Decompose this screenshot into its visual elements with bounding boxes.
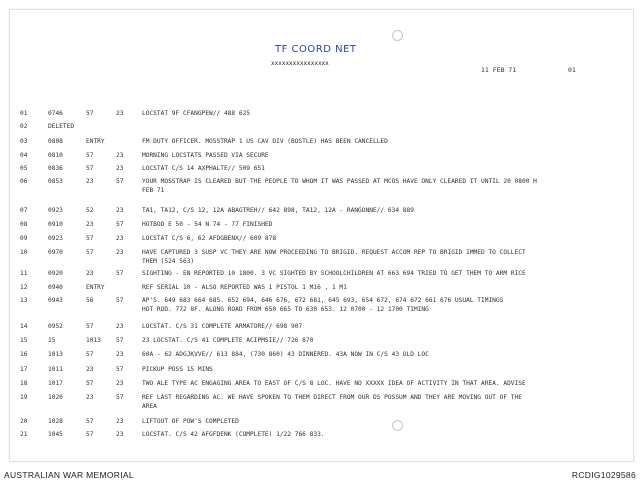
to-cell: 57 [116, 366, 124, 373]
message-line: 23 LOCSTAT. C/S 41 COMPLETE ACIPMSIE// 726 870 [142, 337, 314, 344]
message-text [142, 138, 388, 147]
to-cell: 23 [116, 380, 124, 387]
serial-number: 07 [20, 207, 28, 214]
time-cell: 0923 [48, 235, 63, 242]
from-cell: ENTRY [86, 284, 105, 291]
serial-number: 15 [20, 337, 28, 344]
from-cell: 57 [86, 235, 94, 242]
message-text [142, 284, 347, 293]
from-cell: 57 [86, 351, 94, 358]
serial-number: 11 [20, 270, 28, 277]
serial-number: 03 [20, 138, 28, 145]
redacted-classification: xxxxxxxxxxxxxxxx [271, 60, 329, 67]
serial-number: 13 [20, 297, 28, 304]
punch-hole-top [392, 30, 403, 41]
message-text [142, 178, 537, 196]
message-text [142, 207, 414, 216]
message-line: LOCSTAT C/S 14 AXPHALTE// 509 651 [142, 165, 265, 172]
punch-hole-bottom [392, 420, 403, 431]
message-text [142, 235, 276, 244]
serial-number: 02 [20, 123, 28, 130]
serial-number: 20 [20, 418, 28, 425]
time-cell: 1011 [48, 366, 63, 373]
message-text [142, 165, 265, 174]
time-cell: 0940 [48, 284, 63, 291]
message-line: TA1, TA12, C/S 12, 12A ABAGTREH// 642 898, TA12, 12A - RANGONNE// 634 889 [142, 207, 414, 214]
serial-number: 21 [20, 431, 28, 438]
to-cell: 23 [116, 249, 124, 256]
serial-number: 06 [20, 178, 28, 185]
serial-number: 17 [20, 366, 28, 373]
from-cell: 23 [86, 366, 94, 373]
serial-number: 01 [20, 110, 28, 117]
time-cell: 1013 [48, 351, 63, 358]
to-cell: 57 [116, 394, 124, 401]
message-line: AP'S. 649 683 664 685. 652 694, 646 676, 672 681, 645 693, 654 672, 674 672 661 676 USUAL TIMINGS [142, 297, 504, 304]
time-cell: 0920 [48, 270, 63, 277]
message-line: HOT ROD. 772 8F. ALONG ROAD FROM 650 665 TO 630 653. 12 0700 - 12 1700 TIMING [142, 305, 429, 313]
page-number: 01 [568, 66, 576, 74]
message-text [142, 418, 239, 427]
message-line: MORNING LOCSTATS PASSED VIA SECURE [142, 152, 269, 159]
message-text [142, 431, 325, 440]
to-cell: 23 [116, 235, 124, 242]
message-text [142, 323, 302, 332]
message-line: HOTBOD E 50 - 54 N 74 - 77 FINISHED [142, 221, 273, 228]
handwritten-annotation: TF COORD NET [275, 44, 357, 55]
message-line: LOCSTAT C/S 6, 62 AFDGBENX// 609 878 [142, 235, 277, 242]
message-line: FM DUTY OFFICER. MOSSTRAP 1 US CAV DIV (BOSTLE) HAS BEEN CANCELLED [142, 138, 388, 145]
message-line: PICKUP POSS 15 MINS [142, 366, 213, 373]
from-cell: 57 [86, 152, 94, 159]
to-cell: 23 [116, 207, 124, 214]
from-cell: 23 [86, 270, 94, 277]
message-line: REF LAST REGARDING AC. WE HAVE SPOKEN TO THEM DIRECT FROM OUR DS POSSUM AND THEY ARE MOVING OUT OF THE [142, 394, 522, 401]
to-cell: 23 [116, 110, 124, 117]
time-cell: 0952 [48, 323, 63, 330]
time-cell: 0746 [48, 110, 63, 117]
serial-number: 16 [20, 351, 28, 358]
to-cell: 57 [116, 221, 124, 228]
to-cell: 23 [116, 431, 124, 438]
message-text [142, 394, 522, 412]
message-text [142, 221, 272, 230]
from-cell: 57 [86, 323, 94, 330]
message-text [142, 366, 213, 375]
message-line: 60A - 62 ADGJKVVE// 613 884, (730 860) 43 DINNERED. 43A NOW IN C/S 43 OLD LOC [142, 351, 429, 358]
from-cell: 57 [86, 418, 94, 425]
time-cell: 0910 [48, 221, 63, 228]
from-cell: 57 [86, 431, 94, 438]
time-cell: 15 [48, 337, 56, 344]
serial-number: 14 [20, 323, 28, 330]
message-line: YOUR MOSSTRAP IS CLEARED BUT THE PEOPLE TO WHOM IT WAS PASSED AT MCOS HAVE ONLY CLEARED IT UNTIL 20 0800 H [142, 178, 537, 185]
from-cell: ENTRY [86, 138, 105, 145]
message-text [142, 337, 313, 346]
time-cell: 0923 [48, 207, 63, 214]
time-cell: 0810 [48, 152, 63, 159]
time-cell: 0836 [48, 165, 63, 172]
message-line: LOCSTAT. C/S 42 AFGFDENK (COMPLETE) 1/22 766 833. [142, 431, 325, 438]
time-cell: 1017 [48, 380, 63, 387]
footer-id: RCDIG1029586 [571, 470, 636, 480]
time-cell: 1028 [48, 418, 63, 425]
message-line: TWO ALE TYPE AC ENGAGING AREA TO EAST OF C/S 8 LOC. HAVE NO XXXXX IDEA OF ACTIVITY IN THAT AREA. ADVISE [142, 380, 526, 387]
time-cell: 1020 [48, 394, 63, 401]
from-cell: 23 [86, 178, 94, 185]
to-cell: 23 [116, 351, 124, 358]
to-cell: 57 [116, 178, 124, 185]
to-cell: 23 [116, 418, 124, 425]
message-text [142, 297, 503, 315]
from-cell: 23 [86, 394, 94, 401]
serial-number: 09 [20, 235, 28, 242]
message-text [142, 249, 526, 267]
message-text [142, 380, 526, 389]
serial-number: 12 [20, 284, 28, 291]
message-line: SIGHTING - EN REPORTED 10 1800. 3 VC SIGHTED BY SCHOOLCHILDREN AT 663 694 TRIED TO GET THEM TO ARM RICE [142, 270, 526, 277]
from-cell: 52 [86, 207, 94, 214]
serial-number: 18 [20, 380, 28, 387]
to-cell: 57 [116, 297, 124, 304]
message-line: HAVE CAPTURED 3 SUSP VC THEY ARE NOW PROCEEDING TO BRIGID. REQUEST ACCOM REP TO BRIGID IMMED TO COLLECT [142, 249, 526, 256]
to-cell: 23 [116, 323, 124, 330]
message-line: AREA [142, 402, 157, 410]
message-line: THEM (524 563) [142, 257, 195, 265]
message-line: REF SERIAL 10 - ALSO REPORTED WAS 1 PISTOL 1 M16 , 1 M1 [142, 284, 347, 291]
serial-number: 08 [20, 221, 28, 228]
serial-number: 19 [20, 394, 28, 401]
from-cell: 57 [86, 380, 94, 387]
message-text [142, 110, 250, 119]
from-cell: 57 [86, 165, 94, 172]
serial-number: 10 [20, 249, 28, 256]
from-cell: 57 [86, 249, 94, 256]
message-line: LIFTOUT OF POW'S COMPLETED [142, 418, 239, 425]
time-cell: 1045 [48, 431, 63, 438]
time-cell: 0970 [48, 249, 63, 256]
serial-number: 05 [20, 165, 28, 172]
time-cell: 0943 [48, 297, 63, 304]
log-date: 11 FEB 71 [481, 66, 517, 74]
from-cell: 56 [86, 297, 94, 304]
to-cell: 57 [116, 337, 124, 344]
time-cell: 0808 [48, 138, 63, 145]
from-cell: 57 [86, 110, 94, 117]
to-cell: 23 [116, 165, 124, 172]
to-cell: 57 [116, 270, 124, 277]
message-line: FEB 71 [142, 186, 165, 194]
message-text [142, 152, 269, 161]
message-text [142, 270, 526, 279]
time-cell: DELETED [48, 123, 75, 130]
from-cell: 1013 [86, 337, 101, 344]
message-line: LOCSTAT 9F CFANGPEW// 488 625 [142, 110, 251, 117]
serial-number: 04 [20, 152, 28, 159]
message-text [142, 351, 429, 360]
footer-credit: AUSTRALIAN WAR MEMORIAL [4, 470, 134, 480]
to-cell: 23 [116, 152, 124, 159]
from-cell: 23 [86, 221, 94, 228]
time-cell: 0853 [48, 178, 63, 185]
message-line: LOCSTAT. C/S 31 COMPLETE ARMATORE// 698 907 [142, 323, 303, 330]
